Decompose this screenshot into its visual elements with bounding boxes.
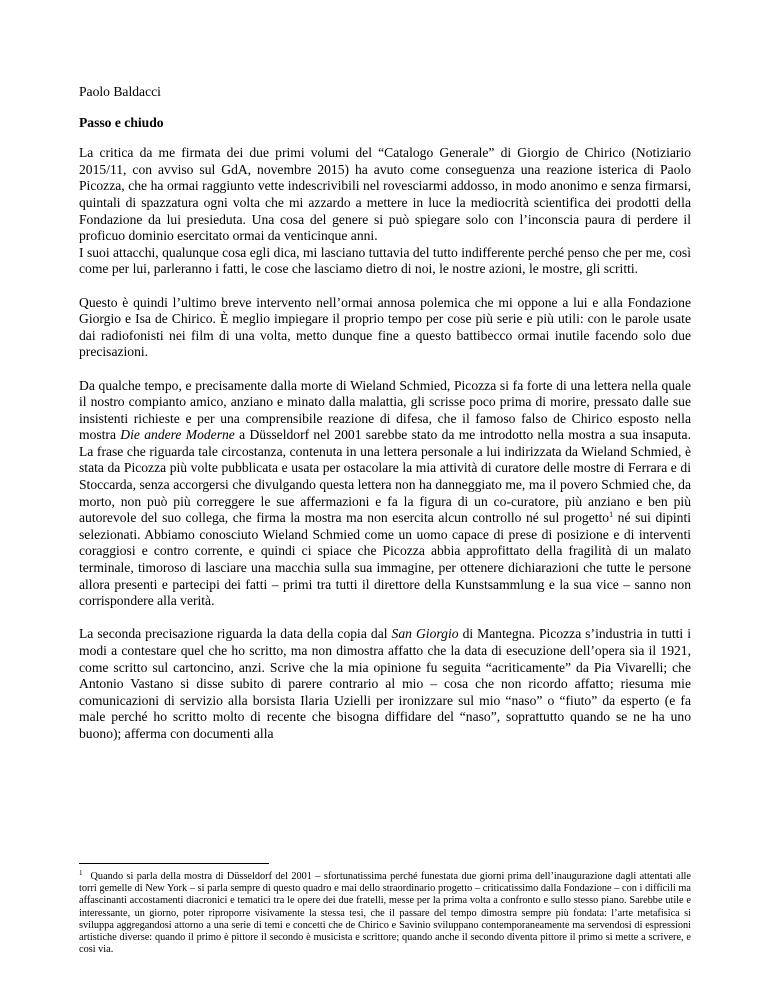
paragraph-4-text-b: di Mantegna. Picozza s’industria in tutti i modi a contestare quel che ho scritto, ma non dimostra affatto che la data di esecuzione dell’opera sia il 1921, come scritto sul cartoncino, anzi. Scrive che la mia opinione fu seguita “acriticamente” da Pia Vivarelli; che Antonio Vastano si disse subito di parere contrario al mio – cosa che non ricordo affatto; riesuma mie comunicazioni di servizio alla borsista Ilaria Uzielli per ironizzare sul mio “naso” o “fiuto” da esperto (e fa male perché ho scritto molto di recente che bisogna diffidare del “naso”, soprattutto quando se ne ha uno buono); afferma con documenti alla [79,626,691,741]
paragraph-2: Questo è quindi l’ultimo breve intervento nell’ormai annosa polemica che mi oppone a lui e alla Fondazione Giorgio e Isa de Chirico. È meglio impiegare il proprio tempo per cose più serie e più utili: con le parole usate dai radiofonisti nei film di una volta, metto dunque fine a questo battibecco ormai inutile facendo solo due precisazioni. [79,294,691,360]
author-name: Paolo Baldacci [79,84,161,99]
footnote-reference[interactable]: 1 [609,510,614,520]
footnote [79,871,691,956]
paragraph-3-text-c: né sui dipinti selezionati. Abbiamo conosciuto Wieland Schmied come un uomo capace di prese di posizione e di interventi coraggiosi e contro corrente, e quindi ci spiace che Picozza abbia approfittato della fragilità di un malato terminale, timoroso di lasciare una macchia sulla sua immagine, per ottenere dichiarazioni che tutte le persone allora presenti e partecipi dei fatti – primi tra tutti il direttore della Kunstsammlung e la sua vice – sanno non corrispondere alla verità. [79,510,691,609]
paragraph-1b: I suoi attacchi, qualunque cosa egli dica, mi lasciano tuttavia del tutto indifferente perché penso che per me, così come per lui, parleranno i fatti, le cose che lasciamo dietro di noi, le nostre azioni, le mostre, gli scritti. [79,244,691,277]
exhibition-title: Die andere Moderne [120,427,235,443]
footnote-separator [79,863,269,864]
footnote-text: Quando si parla della mostra di Düsseldorf del 2001 – sfortunatissima perché funestata due giorni prima dell’inaugurazione dagli attentati alle torri gemelle di New York – si parla sempre di questo quadro e mai dello straordinario progetto – criticatissimo dalla Fondazione – con i difficili ma affascinanti accostamenti diacronici e tematici tra le opere dei due fratelli, messe per la prima volta a confronto e sullo stesso piano. Sarebbe utile e interessante, un giorno, poter riproporre visivamente la stessa tesi, che il passare del tempo dimostra sempre più fondata: l’arte metafisica si sviluppa aggregandosi attorno a una serie di temi e concetti che de Chirico e Savinio sviluppano contemporaneamente ma servendosi di espressioni artistiche diverse: quando il primo è pittore il secondo è musicista e scrittore; quando anche il secondo diventa pittore il primo si mette a scrivere, e così via. [79,871,691,956]
paragraph-3 [79,378,691,610]
paragraph-3-text-a: Da qualche tempo, e precisamente dalla morte di Wieland Schmied, Picozza si fa forte di una lettera nella quale il nostro compianto amico, anziano e minato dalla malattia, gli scrisse poco prima di morire, pressato dalle sue insistenti richieste e per una comprensibile reazione di difesa, che il famoso falso de Chirico esposto nella mostra [79,377,691,443]
artwork-title: San Giorgio [391,626,459,642]
paragraph-1: La critica da me firmata dei due primi volumi del “Catalogo Generale” di Giorgio de Chirico (Notiziario 2015/11, con avviso sul GdA, novembre 2015) ha avuto come conseguenza una reazione isterica di Paolo Picozza, che ha ormai raggiunto vette indescrivibili nel rovesciarmi addosso, in modo anonimo e senza firmarsi, quintali di spazzatura ogni volta che mi azzardo a mettere in luce la mediocrità scientifica dei prodotti della Fondazione da lui presieduta. Una cosa del genere si può spiegare solo con l’inconscia paura di perdere il proficuo dominio esercitato ormai da venticinque anni. [79,145,691,244]
paragraph-3-text-b: a Düsseldorf nel 2001 sarebbe stato da me introdotto nella mostra a sua insaputa. La frase che riguarda tale circostanza, contenuta in una lettera personale a lui indirizzata da Wieland Schmied, è stata da Picozza più volte pubblicata e usata per ostacolare la mia attività di curatore delle mostre di Ferrara e di Stoccarda, senza accorgersi che divulgando questa lettera non ha danneggiato me, ma il povero Schmied che, da morto, non può più correggere le sue affermazioni e fa la figura di un co-curatore, più anziano e ben più autorevole del suo collega, che firma la mostra ma non esercita alcun controllo né sul progetto [79,427,691,526]
paragraph-4-text-a: La seconda precisazione riguarda la data della copia dal [79,626,392,642]
paragraph-4 [79,626,691,742]
footnote-marker: 1 [79,869,83,877]
article-title: Passo e chiudo [79,114,164,130]
